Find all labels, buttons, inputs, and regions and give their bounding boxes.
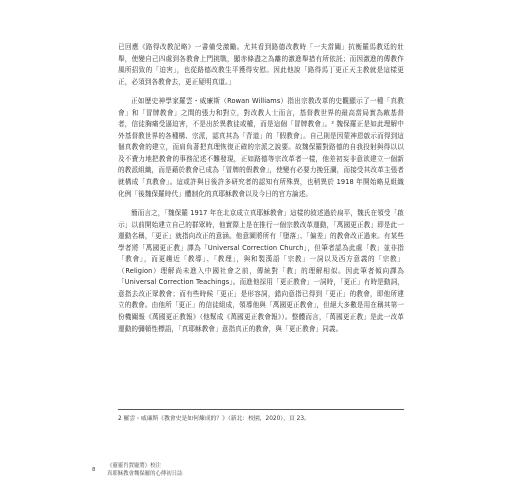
page-footer <box>92 463 182 478</box>
paragraph-2: 正如歷史神學家羅雲・威廉斯（Rowan Williams）指出宗教改革的史觀顯示了一種「真教會」和「冒牌教會」之間的張力和對立，對改教人士而言，基督教世界的最高當局實為敵基督者，信徒胸痛受逼迫害，不是出於異教徒或權，而是這個「冒牌教會」。² 魏保羅正是如此理解中外基督教世界的各種構、宗派，認真其為「背道」的「假教會」。自己則是因蒙神恩啟示而得到這個真教會的建立，而肩負著把真理恢復正確的宗派之說要。故魏保羅對路德的自我投射與得以以及不費力地把教會的事務記述不難發現，正如路德等宗改革者一樣，他差初妄非意欲建立一個新的教派組織，而是藉於教會已成為「冒牌的假教會」，使變有必要力挽狂瀾，而接受其改革主張者就構成「真教會」。這或許與日後許多研究者的認知有所殊異，也稍異於 1918 年開始略見組織化例「後魏保羅時代」體制化的真耶穌教會以及今日的官方論述。 <box>118 97 404 198</box>
footer-subtitle-line: 真耶穌教會魏保羅的心傳初日誌 <box>107 470 183 477</box>
paragraph-3: 簡而言之，「魏保羅 1917 年在北京成立真耶穌教會」這樣的敘述過於扁平，魏氏在領受「啟示」以前開始建立自己的群眾時，他實際上是在推行一個宗教改革運動，「萬國更正教」即是此一運動名稱，「更正」就指向改正的意涵。他意圖將所有「墮落」、「偏差」的教會改正過來。有某些學者將「萬國更正教」譯為「Universal Correction Church」，但筆者認為此處「教」並非指「教會」，而更趨近「教導」、「教理」，與和製漢語「宗教」一詞以及西方意義的「宗教」（Religion）理解尚未進入中國社會之前，傳統對「教」的理解相似。因此筆者傾向譯為「Universal Correction Teachings」。而進他採用「更正教會」一詞時，「更正」有時是動詞，意指去改正眾教會；而有些時候「更正」是形容詞，錯向意指已得到「更正」的教會，即他所建立的教會。由他所「更正」的信徒組成，領導他與「萬國更正教會」，但絕大多數是用在稱其第一份機關報《萬國更正教報》（他幫成《萬國更正教會報》）。整體而言，「萬國更正教」是此一改革運動的彌頓性標語，「真耶穌教會」意指真正的教會，與「更正教會」同義。 <box>118 209 404 333</box>
paragraph-1: 已回應《路得改教記略》一書備受激勵。尤其看到路德改教時「一夫當關」抗衡羅馬教廷的壯舉，使變自己四處到各教會上門挑戰，顯赤條盡之為離的激進舉措有所依託；而因激進的傳教作風所招致的「迫害」，也從路德改教生平獲得安慰。因此他說「路得馬丁更正天主教就是這樣更正，必須到各教會去，更正疑明真道。」 <box>118 43 404 86</box>
footer-title-line: 《靈靈肖賈龐將》校注 <box>107 463 161 469</box>
footnote-divider <box>118 409 404 410</box>
main-text-block <box>118 42 404 343</box>
footnote: 2 羅雲・威廉斯《教會史是如何煉成的？》（新北：校園，2020），頁 23。 <box>118 416 310 422</box>
page-number: 8 <box>92 467 96 473</box>
running-footer <box>107 463 182 478</box>
